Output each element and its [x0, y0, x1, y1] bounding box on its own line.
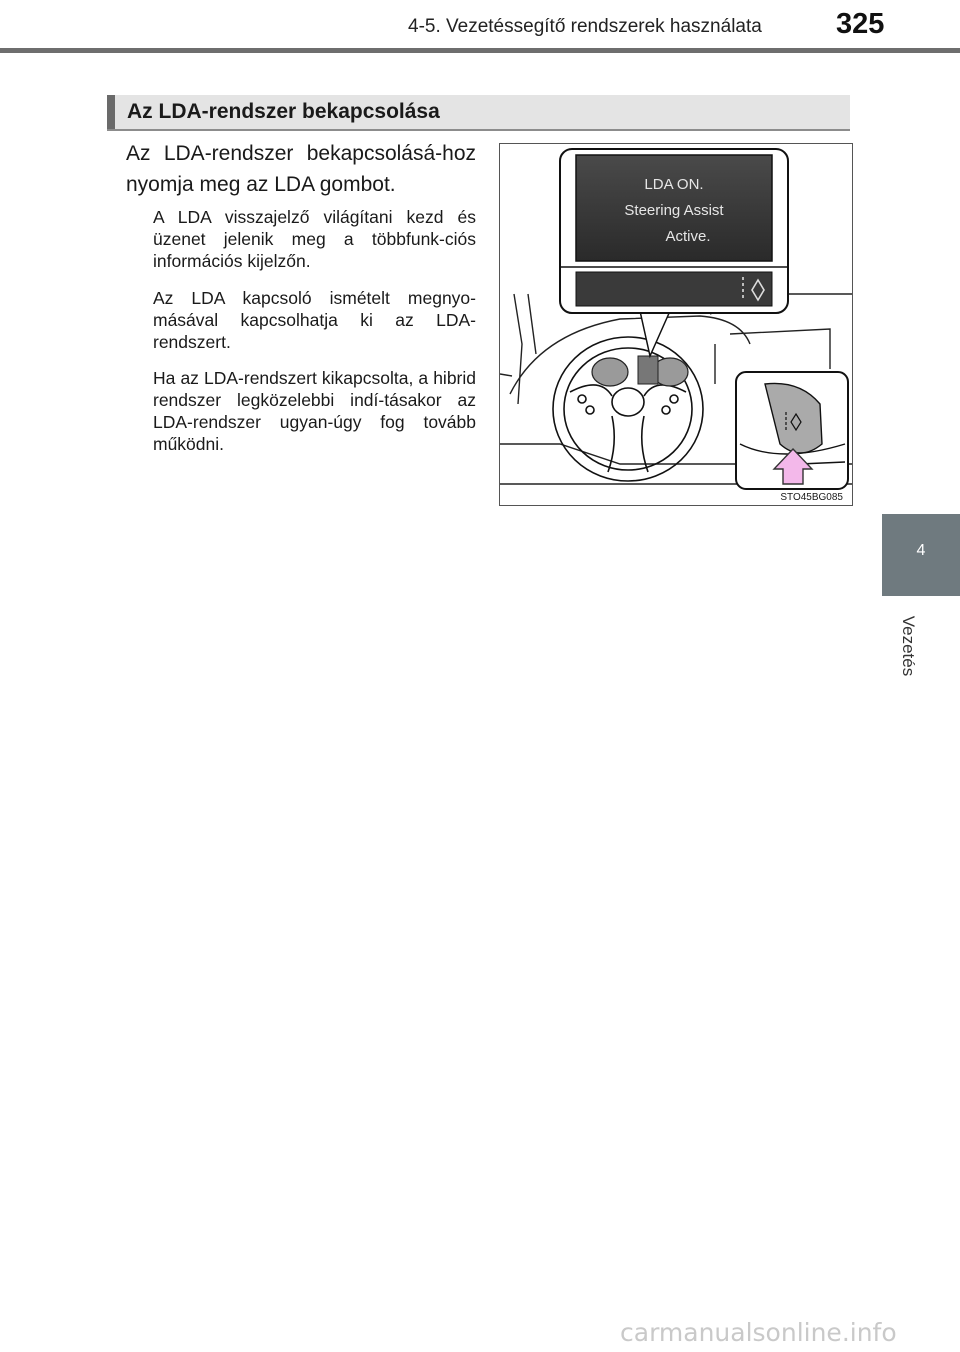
display-line-3: Active. — [665, 228, 711, 245]
section-underline — [107, 129, 850, 131]
display-line-2: Steering Assist — [624, 202, 724, 219]
watermark: carmanualsonline.info — [620, 1318, 897, 1347]
figure-code: STO45BG085 — [777, 492, 846, 503]
chapter-tab-label — [898, 606, 918, 686]
lda-figure — [499, 143, 853, 506]
page-number: 325 — [836, 8, 885, 40]
paragraph-1: A LDA visszajelző világítani kezd és üzenet jelenik meg a többfunk-ciós információs kijelzőn. — [153, 207, 476, 271]
chapter-tab-label-text: Vezetés — [899, 615, 918, 677]
chapter-tab-number: 4 — [916, 542, 926, 559]
paragraph-3: Ha az LDA-rendszert kikapcsolta, a hibrid rendszer legközelebbi indí-tásakor az LDA-rendszer ugyan-úgy fog tovább működni. — [153, 368, 476, 454]
lead-instruction: Az LDA-rendszer bekapcsolásá-hoz nyomja meg az LDA gombot. — [126, 142, 476, 196]
section-title: Az LDA-rendszer bekapcsolása — [127, 100, 440, 123]
dashboard-illustration — [500, 144, 852, 505]
display-line-1: LDA ON. — [644, 176, 704, 193]
header-rule — [0, 48, 960, 53]
chapter-tab — [882, 514, 960, 596]
chapter-title: 4-5. Vezetéssegítő rendszerek használata — [408, 16, 762, 37]
section-accent — [107, 95, 115, 129]
paragraph-2: Az LDA kapcsoló ismételt megnyo-másával kapcsolhatja ki az LDA-rendszert. — [153, 288, 476, 352]
